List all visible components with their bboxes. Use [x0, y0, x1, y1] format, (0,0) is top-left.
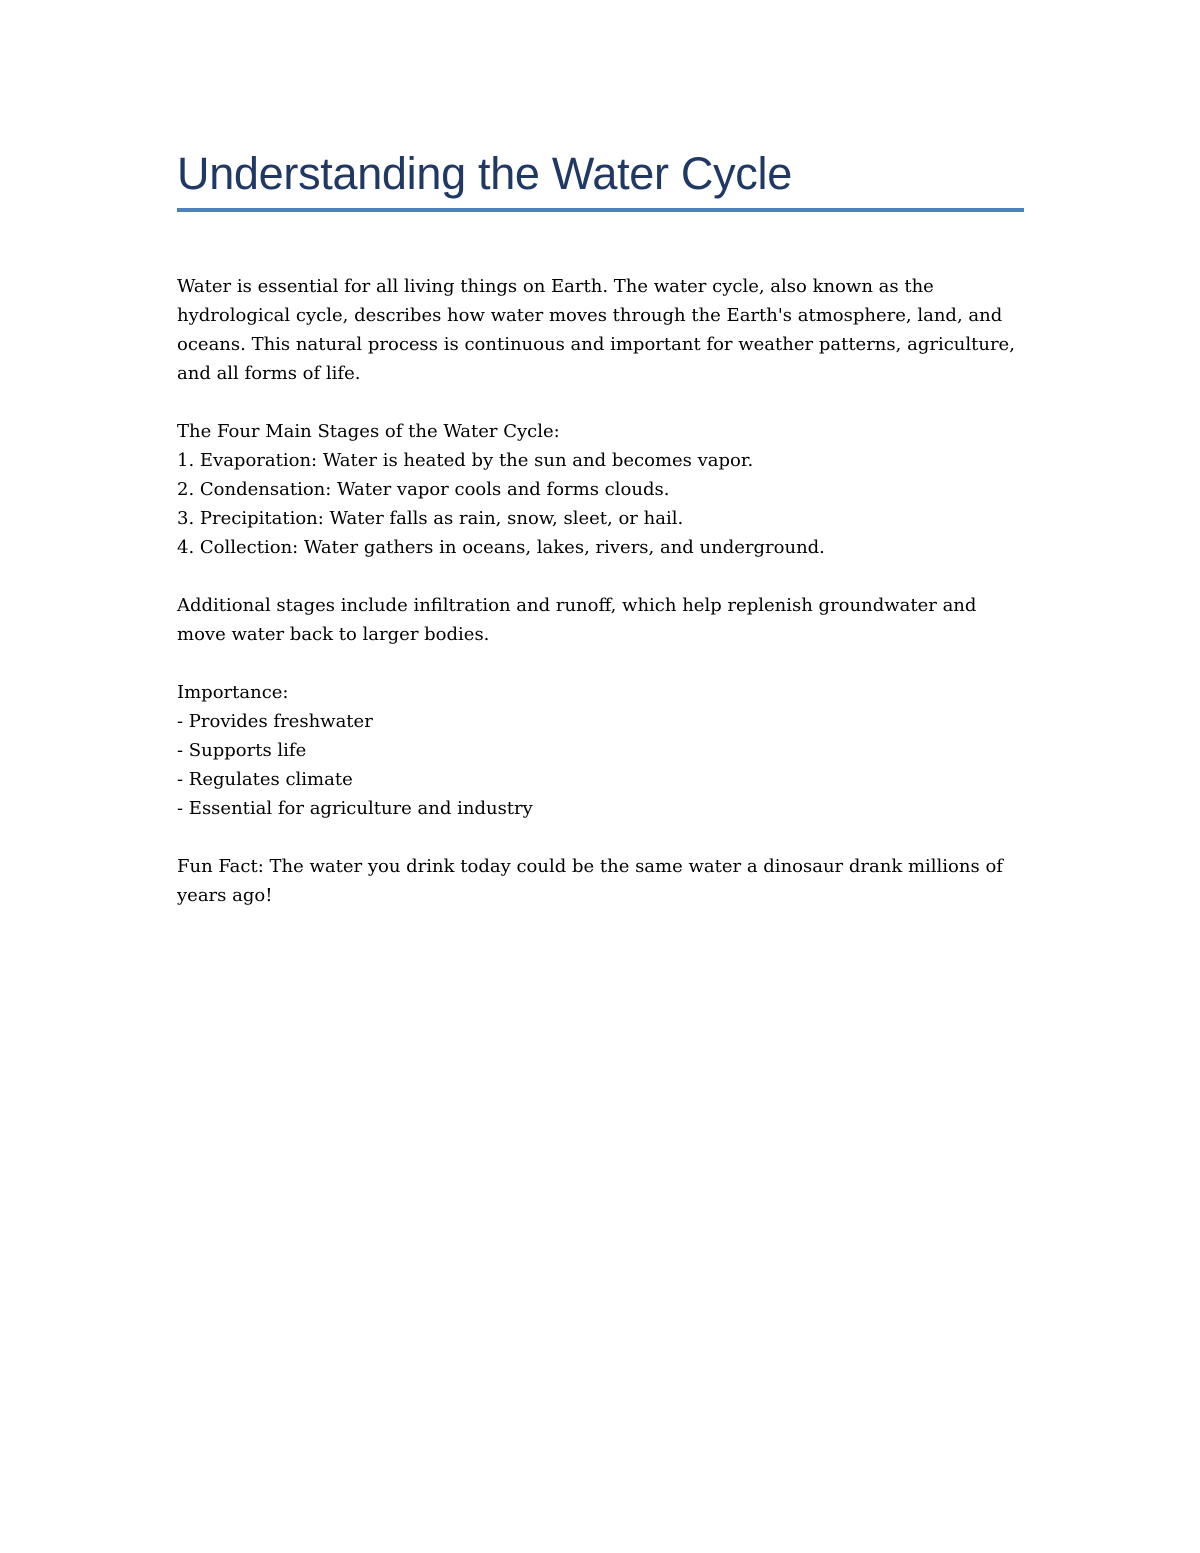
importance-item: - Essential for agriculture and industry	[177, 798, 533, 819]
stage-item: 3. Precipitation: Water falls as rain, snow, sleet, or hail.	[177, 508, 684, 529]
additional-paragraph: Additional stages include infiltration and runoff, which help replenish groundwater and move water back to larger bodies.	[177, 595, 977, 645]
paragraph-spacer	[177, 388, 1024, 417]
document-body	[177, 272, 1024, 910]
stage-item: 4. Collection: Water gathers in oceans, lakes, rivers, and underground.	[177, 537, 825, 558]
document-content	[177, 146, 1024, 910]
fun-fact-paragraph: Fun Fact: The water you drink today could be the same water a dinosaur drank millions of years ago!	[177, 856, 1003, 906]
stage-item: 1. Evaporation: Water is heated by the sun and becomes vapor.	[177, 450, 754, 471]
importance-item: - Supports life	[177, 740, 307, 761]
paragraph-spacer	[177, 649, 1024, 678]
stages-heading: The Four Main Stages of the Water Cycle:	[177, 421, 560, 442]
importance-heading: Importance:	[177, 682, 289, 703]
document-title: Understanding the Water Cycle	[177, 148, 792, 199]
importance-item: - Provides freshwater	[177, 711, 373, 732]
importance-item: - Regulates climate	[177, 769, 353, 790]
title-underline	[177, 208, 1024, 212]
intro-paragraph: Water is essential for all living things on Earth. The water cycle, also known as the hydrological cycle, describes how water moves through the Earth's atmosphere, land, and oceans. This natural process is continuous and important for weather patterns, agriculture, and all forms of life.	[177, 276, 1015, 384]
stage-item: 2. Condensation: Water vapor cools and forms clouds.	[177, 479, 670, 500]
paragraph-spacer	[177, 823, 1024, 852]
paragraph-spacer	[177, 562, 1024, 591]
